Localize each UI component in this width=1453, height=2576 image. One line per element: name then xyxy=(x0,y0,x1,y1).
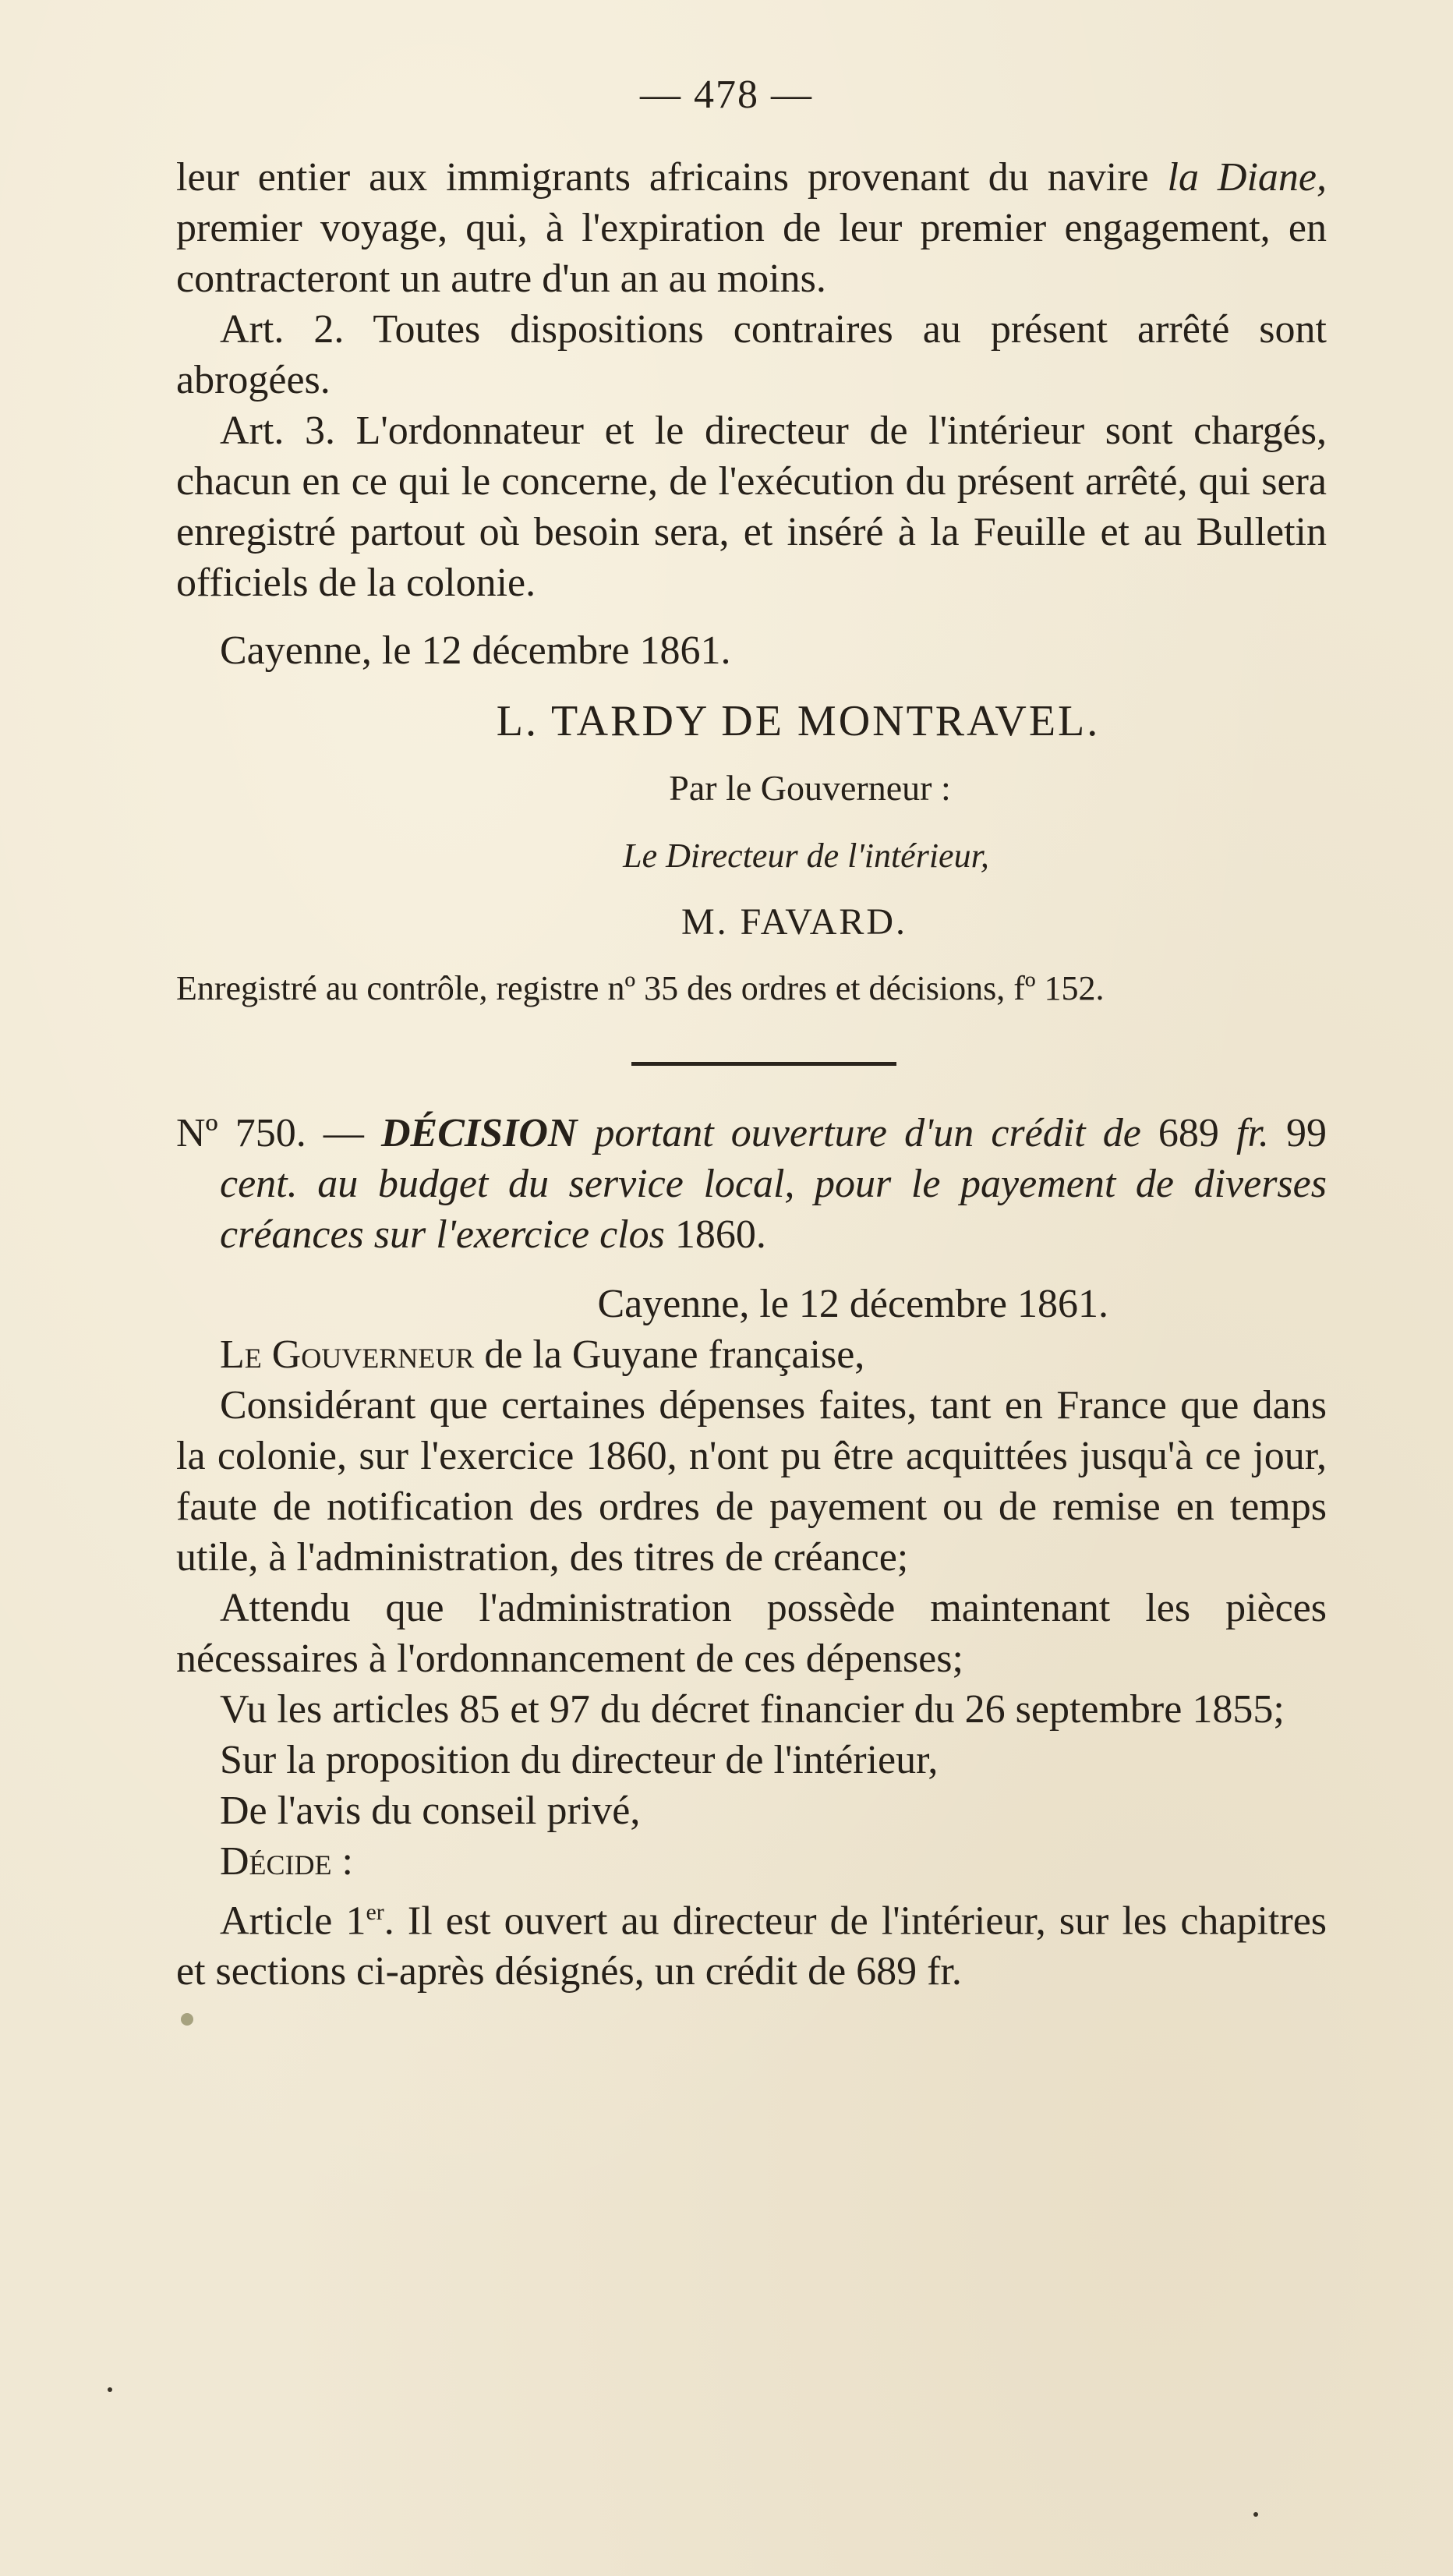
paper-speck xyxy=(108,2387,112,2392)
signature-name: L. TARDY DE MONTRAVEL. xyxy=(496,697,1101,745)
avis-paragraph: De l'avis du conseil privé, xyxy=(220,1789,641,1833)
decision-cents: 99 xyxy=(1286,1111,1327,1155)
margin-stain-mark xyxy=(181,2013,193,2026)
ship-name: la Diane, xyxy=(1167,155,1327,200)
place-date: Cayenne, le 12 décembre 1861. xyxy=(220,628,731,673)
page-number: — 478 — xyxy=(640,73,813,117)
decision-fr: fr. xyxy=(1236,1111,1269,1155)
section-divider xyxy=(631,1062,896,1066)
article-1-sup: er xyxy=(366,1899,384,1925)
article-1-label: Article 1 xyxy=(220,1898,366,1944)
decision-amount: 689 xyxy=(1158,1111,1219,1155)
considerant-paragraph: Considérant que certaines dépenses faites, tant en France que dans la colonie, sur l'exercice 1860, n'ont pu être acquittées jusqu'à ce jour, faute de notification des ordres de payement ou de remise en temps utile, à l'administration, des titres de créance; xyxy=(176,1383,1327,1580)
decision-heading xyxy=(176,1108,1327,1260)
paragraph-continuation xyxy=(176,152,1327,304)
gouverneur-line xyxy=(176,1329,1327,1380)
decision-title-bold: DÉCISION xyxy=(381,1111,578,1155)
gouverneur-label: Le Gouverneur xyxy=(220,1332,475,1377)
continuation-rest: premier voyage, qui, à l'expiration de leur premier engagement, en contracteront un autre d'un an au moins. xyxy=(176,206,1327,301)
sur-paragraph: Sur la proposition du directeur de l'intérieur, xyxy=(220,1738,939,1782)
paper-speck xyxy=(1253,2512,1258,2517)
decision-title-rest: portant ouverture d'un crédit de xyxy=(594,1111,1141,1155)
article-3: Art. 3. L'ordonnateur et le directeur de l'intérieur sont chargés, chacun en ce qui le concerne, de l'exécution du présent arrêté, qui sera enregistré partout où besoin sera, et inséré à la Feuille et au Bulletin officiels de la colonie. xyxy=(176,409,1327,605)
decide-heading: Décide : xyxy=(220,1839,353,1884)
decision-cent-text: cent. au budget du service local, pour le payement de diverses créances sur l'exercice clos xyxy=(220,1162,1327,1257)
gouverneur-rest: de la Guyane française, xyxy=(484,1332,865,1377)
attendu-paragraph: Attendu que l'administration possède maintenant les pièces nécessaires à l'ordonnancement de ces dépenses; xyxy=(176,1586,1327,1681)
continuation-text: leur entier aux immigrants africains provenant du navire xyxy=(176,155,1149,200)
text-column xyxy=(176,152,1327,1997)
directeur-title: Le Directeur de l'intérieur, xyxy=(623,837,989,875)
vu-paragraph: Vu les articles 85 et 97 du décret financier du 26 septembre 1855; xyxy=(220,1687,1285,1732)
favard-signature: M. FAVARD. xyxy=(681,901,908,943)
par-le-gouverneur: Par le Gouverneur : xyxy=(669,768,951,808)
article-1-text: . Il est ouvert au directeur de l'intérieur, sur les chapitres et sections ci-après désignés, un crédit de 689 fr. xyxy=(176,1898,1327,1994)
decision-date: Cayenne, le 12 décembre 1861. xyxy=(597,1282,1108,1326)
registration-note: Enregistré au contrôle, registre nº 35 des ordres et décisions, fº 152. xyxy=(176,969,1105,1007)
decision-year: 1860. xyxy=(674,1212,766,1257)
article-2: Art. 2. Toutes dispositions contraires au présent arrêté sont abrogées. xyxy=(176,307,1327,402)
article-1 xyxy=(176,1887,1327,1997)
decision-number: Nº 750. — xyxy=(176,1111,364,1155)
